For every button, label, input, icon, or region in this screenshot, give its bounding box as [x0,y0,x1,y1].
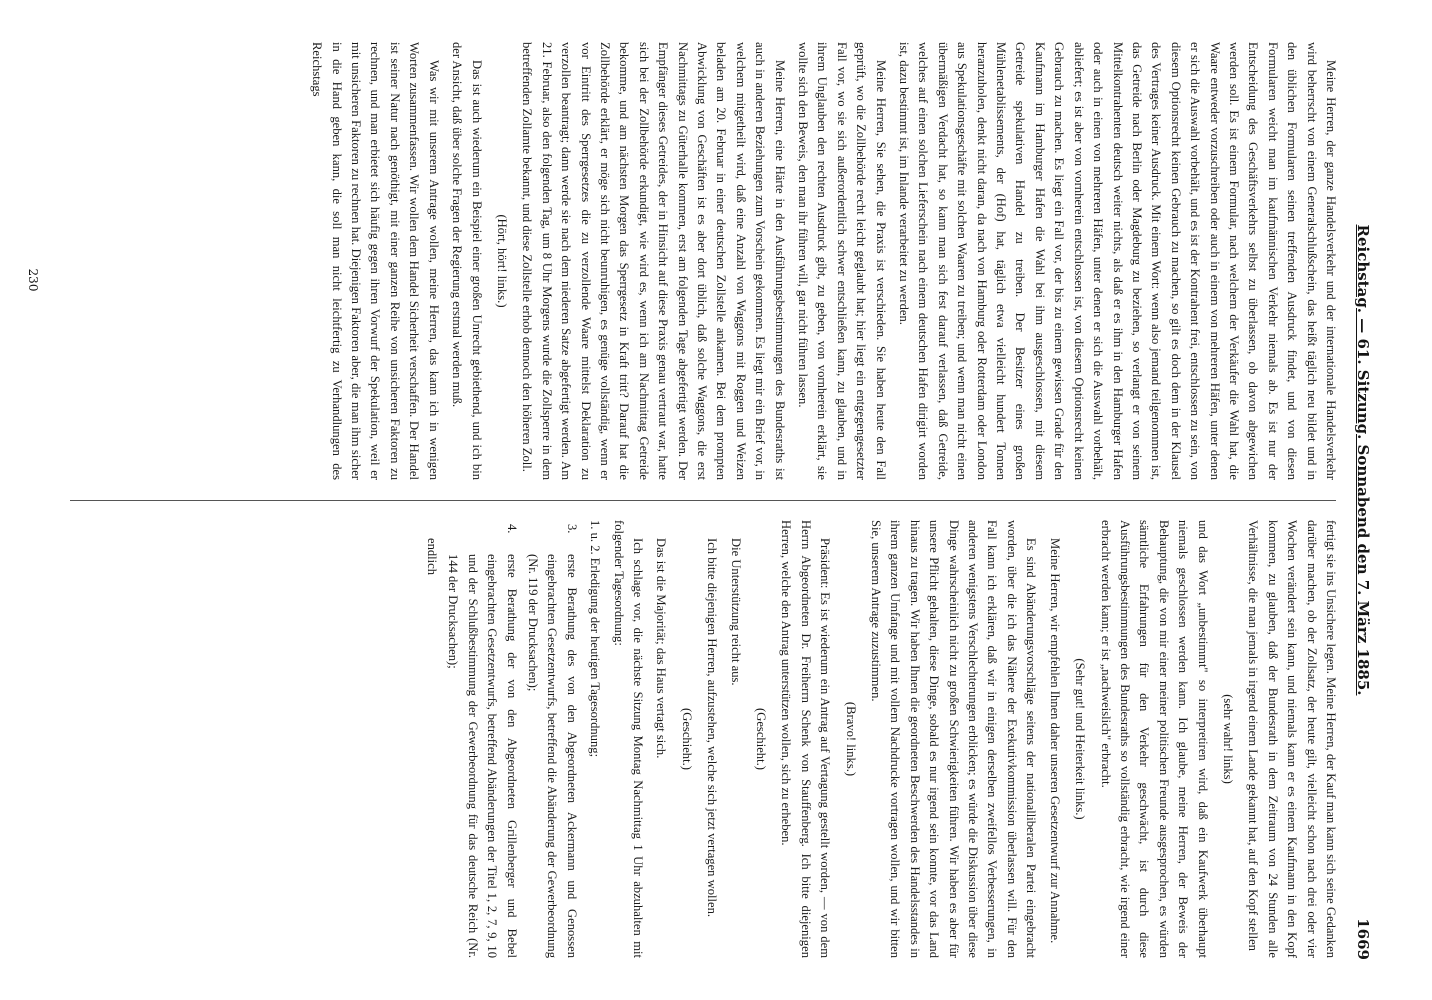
paragraph: Was wir mit unserem Antrage wollen, meine Herren, das kann ich in wenigen Worten zusammenfassen. Wir wollen dem Handel Sicherheit verschaffen. Der Handel ist seiner Natur nach genöthigt, mit einer ganzen Reihe von unsicheren Faktoren zu rechnen, und man erbietet sich häufig gegen ihren Vorwurf der Spekulation, weil er mit unsicheren Faktoren zu rechnen hat. Diejenigen Faktoren aber, die man ihm sicher in die Hand geben kann, die soll man nicht leichtfertig zu Verhandlungen des Reichstags [310,42,441,480]
agenda-text: erste Berathung der von den Abgeordneten Grillenberger und Bebel eingebrachten Gesetzentwurfs, betreffend Abänderungen der Titel 1, 2, 7, 9, 10 und der Schlußbestimmung der Gewerbeordnung für das deutsche Reich (Nr. 144 der Drucksachen); [446,554,519,958]
agenda-number: 3. [564,524,579,534]
paragraph: Meine Herren, wir empfehlen Ihnen daher unseren Gesetzentwurf zur Annahme. [1047,538,1062,944]
applause-note: (Bravo! links.) [843,701,858,777]
paragraph: Das ist auch wiederum ein Beispiel einer großen Unrecht gebiethend, und ich bin der Ansicht, daß über solche Fragen der Regierung erstmal werden muß. [450,42,484,480]
agenda-number: 4. [504,524,519,534]
applause-note: (Sehr gut! und Heiterkeit links.) [1073,658,1088,820]
paragraph: Es sind Abänderungsvorschläge seitens der nationalliberalen Partei eingebracht worden, über die ich das Nähere der Exekutivkommission überlassen will. Für den Fall kann ich erklären, daß wir in einigen derselben zweifellos Verbesserungen, in anderen wenigstens Verschlechterungen erblicken; es würde die Diskussion über diese Dinge wahrscheinlich nicht zu großen Schwierigkeiten führen. Wir haben es aber für unsere Pflicht gehalten, diese Dinge, sobald es nur irgend sein konnte, vor das Land hinaus zu tragen. Wir haben Ihnen die geordneten Beschwerden des Handelsstandes in ihrem ganzen Umfange und mit vollem Nachdrucke vortragen wollen, und wir bitten Sie, unserem Antrage zuzustimmen. [869,520,1039,958]
paragraph: endlich [424,538,439,576]
page-number: 1669 [1354,918,1372,960]
paragraph: Das ist die Majorität; das Haus vertagt sich. [654,538,669,759]
applause-note: (Geschieht.) [679,708,694,770]
paragraph: und das Wort „unbestimmt" so interpretiren wird, daß ein Kaufwerk überhaupt niemals geschlossen werden kann. Ich glaube, meine Herren, der Beweis der Behauptung, die von mir einer meiner politischen Freunde ausgesprochen, es würden sämtliche Erfahrungen für den Verkehr geschwächt, ist durch diese Ausführungsbestimmungen des Bundesraths so vollständig erbracht, wie irgend einer erbracht werden kann; er ist „nachweislich" erbracht. [1098,520,1210,958]
agenda-item [443,520,521,958]
applause-note: (sehr wahr! links) [1220,694,1235,784]
agenda-text: erste Berathung des von den Abgeordneten Ackermann und Genossen eingebrachten Gesetzentwurfs, betreffend die Abänderung der Gewerbeordnung (Nr. 119 der Drucksachen); [525,554,579,958]
paragraph: Meine Herren, der ganze Handelsverkehr und der internationale Handelsverkehr wird beherrscht von einem Generalschlußschein, das heißt täglich neu bildet und in den üblichen Formularen seinen treffenden Ausdruck findet, und von diesen Formularen weicht man im kaufmännischen Verkehr niemals ab. Es ist nur der Entscheidung des Geschäftsverkehrs selbst zu überlassen, ob davon abgewichen werden soll. Es ist einem Formular, nach welchem der Verkäufer die Wahl hat, die Waare entweder vorzuschreiben oder auch in einem von mehreren Häfen, unter denen er sich die Auswahl vorbehält, und es ist der Kontrahent frei, entschlossen zu sein, von diesem Optionsrecht keinen Gebrauch zu machen, so gilt es doch dem in der Klausel des Vertrages keiner Ausdruck. Mit einem Wort: wenn also jemand teilgenommen ist, das Getreide nach Berlin oder Magdeburg zu beziehen, so verlangt er von seinem Mittelkontrahenten deutsch weiter nichts, als daß er es ihm in den Hamburger Hafen oder auch in einen von mehreren Häfen, unter denen er sich die Auswahl vorbehält, abliefert; es ist aber von vornherein entschlossen ist, von diesem Optionsrecht keinen Gebrauch zu machen. Es liegt ein Fall vor, der bis zu einem gewissen Grade für den Kaufmann im Hamburger Hafen die Wahl bei ihm ausgeschlossen, mit diesem Getreide spekulativen Handel zu treiben. Der Besitzer eines großen Mühlenetablissements, der (Hof) hat, täglich etwa vielleicht hundert Tonnen heranzuholen, denkt nicht daran, da nach von Hamburg oder Rotterdam oder London aus Spekulationsgeschäfte mit solchen Waaren zu treiben; und wenn man nicht einen übermäßigen Verdacht hat, so kann man sich fest darauf verlassen, daß Getreide, welches auf einen solchen Lieferschein nach einem deutschen Hafen dirigirt worden ist, dazu bestimmt ist, im Inlande verarbeitet zu werden. [897,42,1338,480]
applause-note: (Hört, hört! links.) [494,214,509,308]
page-header [1344,40,1372,960]
paragraph: Präsident: Es ist wiederum ein Antrag auf Vertagung gestellt worden, — von dem Herrn Abgeordneten Dr. Freiherrn Schenk von Stauffenberg. Ich bitte diejenigen Herren, welche den Antrag unterstützen wollen, sich zu erheben. [779,520,833,958]
paragraph: fertigt sie ins Unsichere legen. Meine Herren, der Kauf man kann sich seine Gedanken darüber machen, ob der Zollsatz, der heute gilt, vielleicht schon nach drei oder vier Wochen verändert sein kann, und niemals kann er es einem Kaufmann in den Kopf kommen, zu glauben, daß der Bundesrath in dem Zeitraum von 24 Stunden alle Verhältnisse, die man jemals in irgend einem Lande gekannt hat, auf den Kopf stellen [1246,520,1338,958]
page-title: Reichstag. — 61. Sitzung. Sonnabend den 7. März 1885. [1354,224,1372,696]
agenda-item [523,520,581,958]
left-column [303,42,1340,480]
paragraph: Die Unterstützung reicht aus. [728,538,743,686]
page-mark: 230 [26,268,40,292]
right-column [418,520,1340,958]
agenda-item: 1. u. 2. Erledigung der heutigen Tagesordnung; [588,520,603,758]
paragraph: Ich bitte diejenigen Herren, aufzustehen, welche sich jetzt vertagen wollen. [705,538,720,918]
paragraph: Meine Herren, eine Härte in den Ausführungsbestimmungen des Bundesraths ist auch in anderen Beziehungen zum Vorschein gekommen. Es liegt mir ein Brief vor, in welchem mitgetheilt wird, daß eine Anzahl von Waggons mit Roggen und Weizen beladen am 20. Februar in einer deutschen Zollstelle ankamen. Bei dem prompten Abwicklung von Geschäften ist es aber dort üblich, daß solche Waggons, die erst Nachmittags zu Güterhalle kommen, erst am folgenden Tage abgefertigt werden. Der Empfänger dieses Getreides, der in Hinsicht auf diese Praxis genau vertraut war, hatte sich bei der Zollbehörde erkundigt, wie wird es, wenn ich am Nachmittag Getreide bekomme, und am nächsten Morgen das Sperrgesetz in Kraft tritt? Darauf hat die Zollbehörde erklärt, er möge sich nicht beunruhigen, es genüge vollständig, wenn er vor Eintritt des Sperrgesetzes die zu verzollende Waare mittelst Deklaration zu verzollen beantragt; dann werde sie nach dem niederen Satze abgefertigt werden. Am 21. Februar, also den folgenden Tag, um 8 Uhr Morgens wurde die Zollsperre in dem betreffenden Zollamte bekannt, und diese Zollstelle erhob dennoch den höheren Zoll. [520,42,787,480]
applause-note: (Geschieht.) [754,708,769,770]
paragraph: Meine Herren, Sie sehen, die Praxis ist verschieden. Sie haben heute den Fall geprüft, wo die Zollbehörde recht leicht geglaubt hat; hier liegt ein entgegengesetzter Fall vor, wo sie sich außerordentlich schwer entschließen kann, zu glauben, und in ihrem Unglauben den rechten Ausdruck gibt, zu geben, von vornherein erklärt, sie wollte sich den Beweis, den man ihr führen will, gar nicht führen lassen. [796,42,888,480]
column-divider [70,500,1336,501]
paragraph: Ich schlage vor, die nächste Sitzung Montag Nachmittag 1 Uhr abzuhalten mit folgender Tagesordnung: [611,520,645,958]
